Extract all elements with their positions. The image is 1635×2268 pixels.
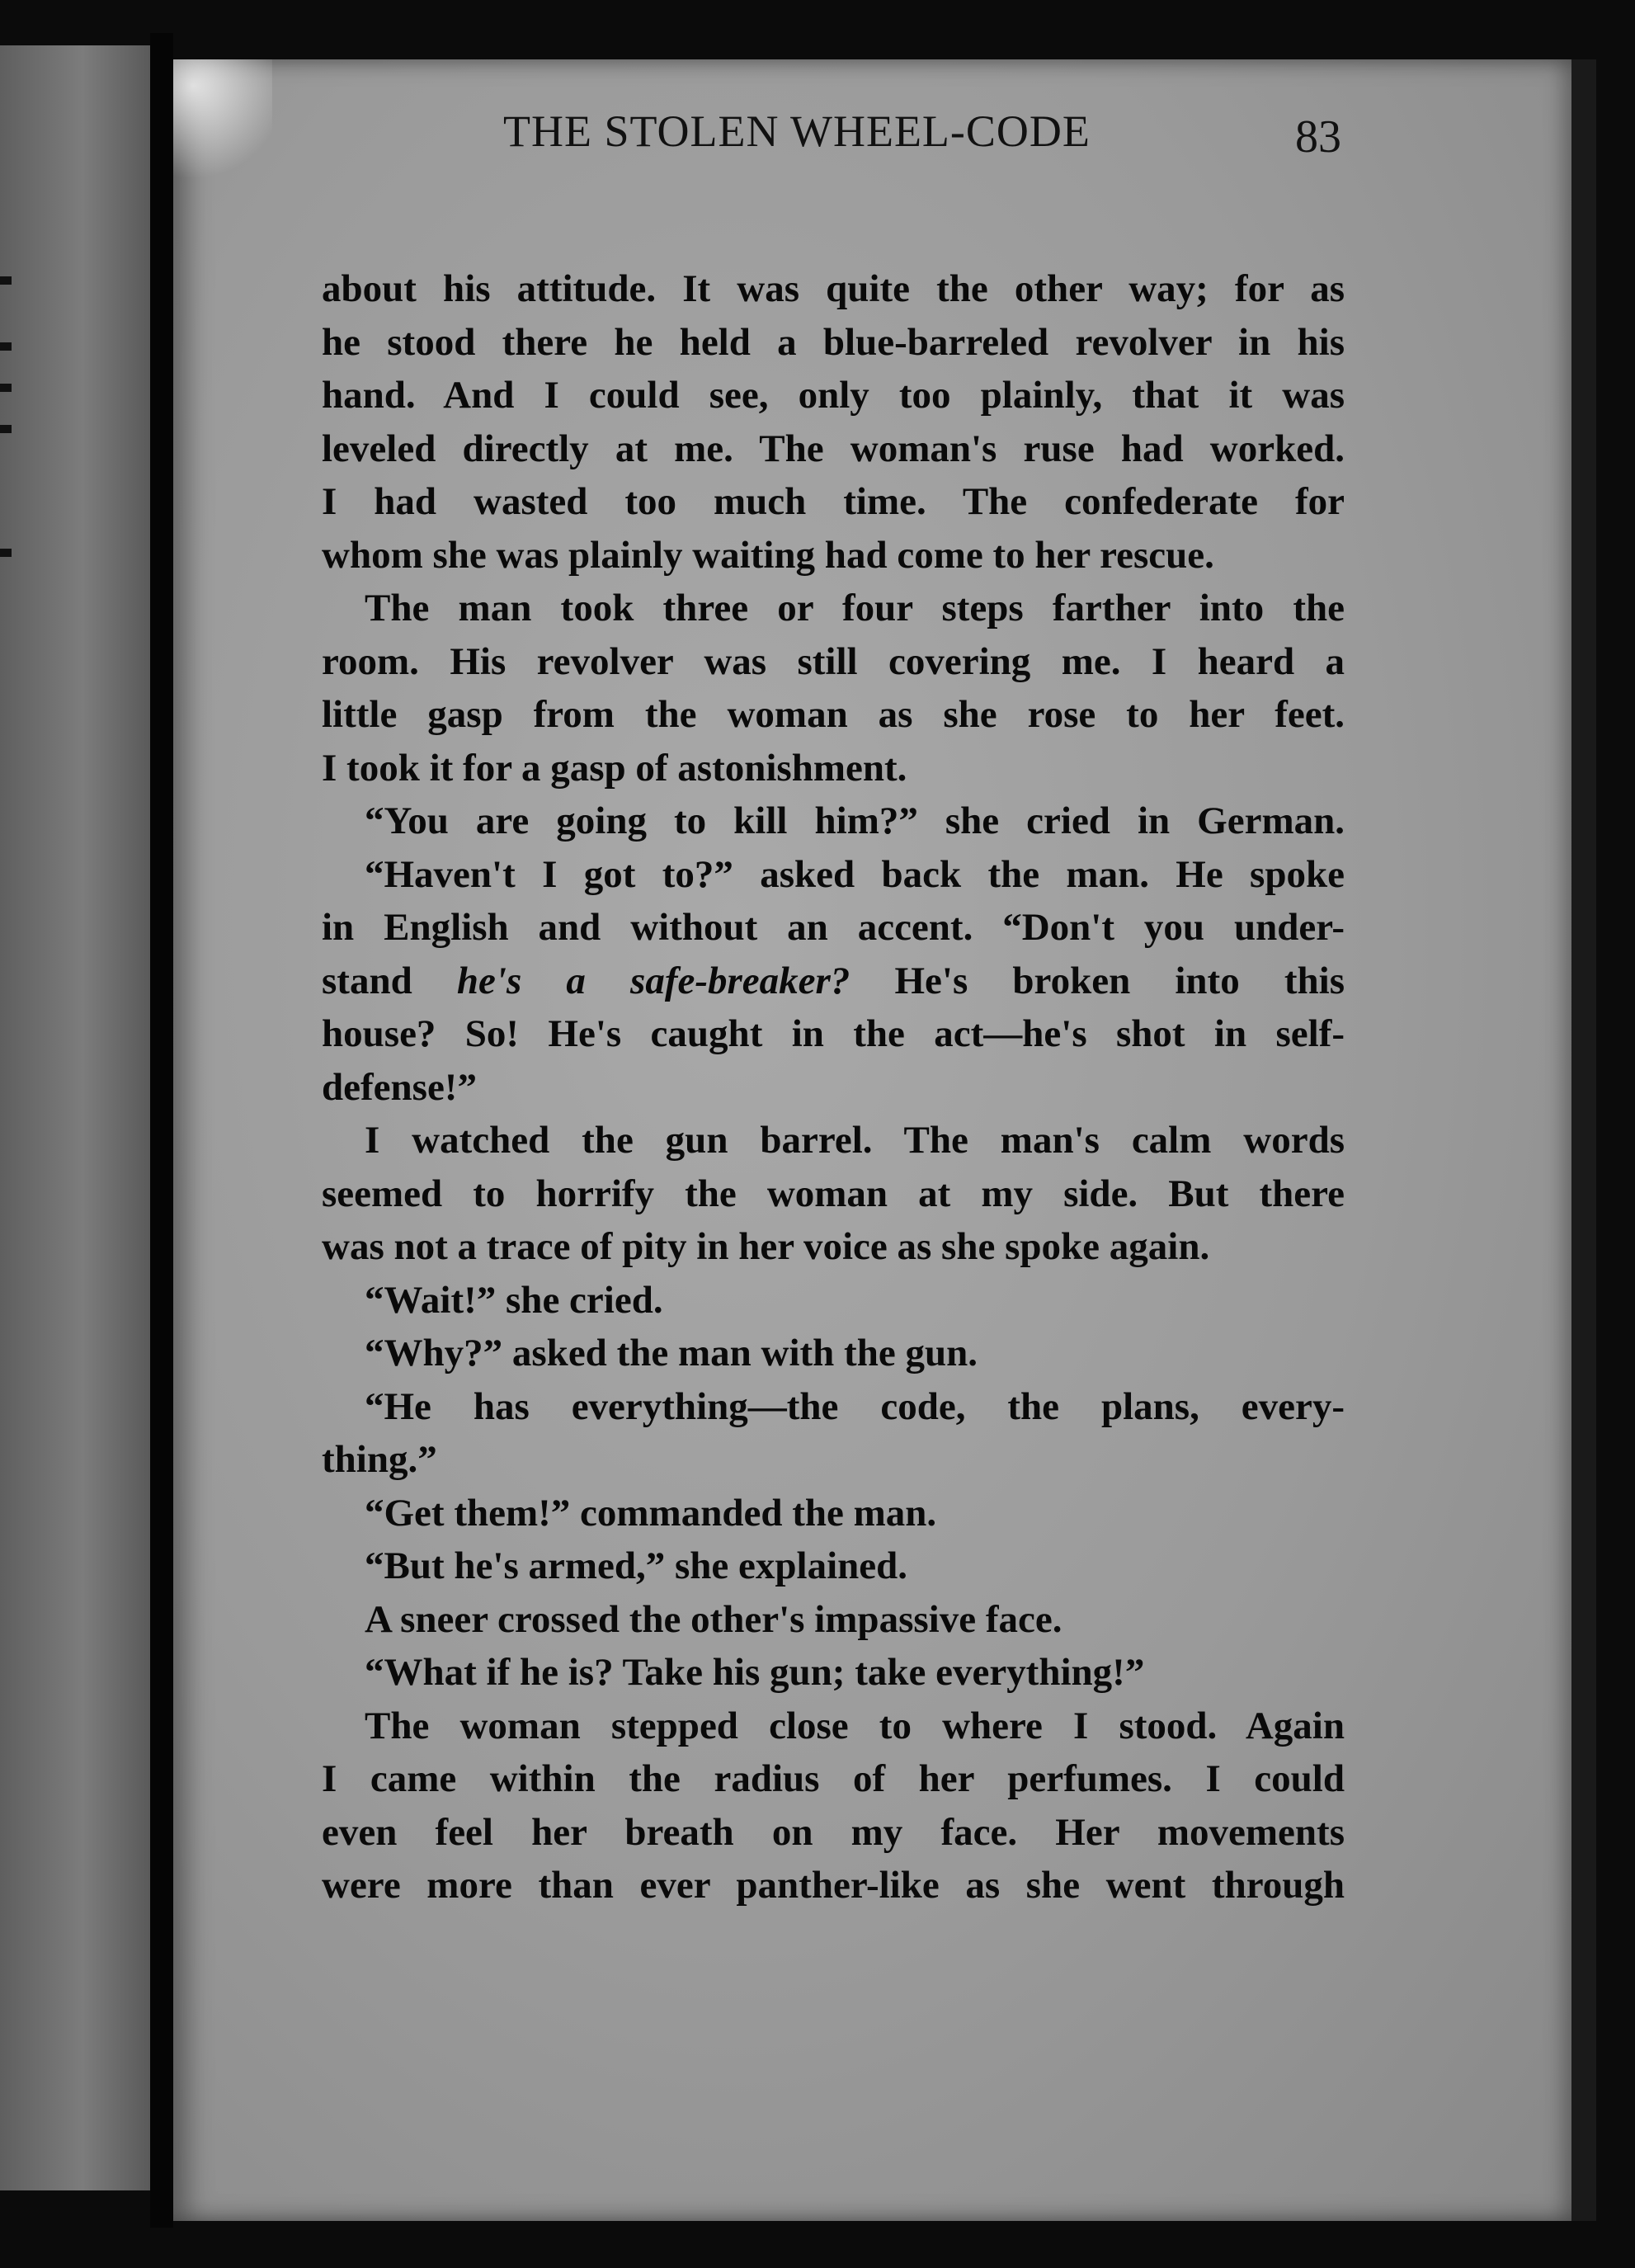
text-line: I came within the radius of her perfumes. I could bbox=[322, 1757, 1345, 1800]
text-line: room. His revolver was still covering me. I heard a bbox=[322, 639, 1345, 683]
running-head: THE STOLEN WHEEL-CODE bbox=[503, 106, 1091, 156]
edge-mark bbox=[0, 384, 12, 392]
text-line: The woman stepped close to where I stood. Again bbox=[365, 1704, 1345, 1747]
text-line: A sneer crossed the other's impassive face. bbox=[365, 1597, 1063, 1641]
text-line: The man took three or four steps farther into the bbox=[365, 587, 1345, 629]
text-line: “Get them!” commanded the man. bbox=[365, 1491, 937, 1535]
text-line: about his attitude. It was quite the other way; for as bbox=[322, 267, 1345, 310]
text-line-with-italic bbox=[322, 955, 1345, 1008]
page-number: 83 bbox=[1295, 111, 1341, 163]
light-glare bbox=[173, 59, 272, 191]
edge-mark bbox=[0, 425, 12, 433]
edge-mark bbox=[0, 549, 12, 557]
body-text bbox=[322, 262, 1345, 1912]
text-fragment: He's broken into this bbox=[850, 959, 1345, 1002]
text-line: “You are going to kill him?” she cried in German. bbox=[365, 799, 1345, 842]
text-line: even feel her breath on my face. Her movements bbox=[322, 1810, 1345, 1854]
text-line: leveled directly at me. The woman's ruse had worked. bbox=[322, 427, 1345, 470]
text-line: whom she was plainly waiting had come to her rescue. bbox=[322, 533, 1214, 577]
text-line: “What if he is? Take his gun; take everything!” bbox=[365, 1651, 1145, 1694]
text-line: “Wait!” she cried. bbox=[365, 1278, 663, 1322]
italic-phrase: he's a safe-breaker? bbox=[456, 959, 850, 1002]
page-right-edge bbox=[1571, 59, 1596, 2221]
text-line: he stood there he held a blue-barreled revolver in his bbox=[322, 320, 1345, 364]
text-line: “But he's armed,” she explained. bbox=[365, 1544, 908, 1587]
edge-mark bbox=[0, 276, 12, 285]
edge-mark bbox=[0, 342, 12, 351]
text-line: hand. And I could see, only too plainly, that it was bbox=[322, 374, 1345, 417]
text-fragment: stand bbox=[322, 959, 457, 1002]
text-line: “He has everything—the code, the plans, every- bbox=[365, 1384, 1345, 1428]
book-gutter bbox=[150, 33, 173, 2228]
facing-page-edge bbox=[0, 45, 150, 2190]
text-line: seemed to horrify the woman at my side. But there bbox=[322, 1172, 1345, 1215]
text-line: thing.” bbox=[322, 1438, 437, 1481]
text-line: in English and without an accent. “Don't you under- bbox=[322, 906, 1345, 949]
text-line: was not a trace of pity in her voice as she spoke again. bbox=[322, 1225, 1210, 1268]
text-line: house? So! He's caught in the act—he's shot in self- bbox=[322, 1012, 1345, 1055]
text-line: were more than ever panther-like as she went through bbox=[322, 1864, 1345, 1907]
text-line: “Why?” asked the man with the gun. bbox=[365, 1332, 978, 1374]
text-line: little gasp from the woman as she rose to her feet. bbox=[322, 693, 1345, 736]
text-line: “Haven't I got to?” asked back the man. He spoke bbox=[365, 852, 1345, 896]
text-line: I watched the gun barrel. The man's calm words bbox=[365, 1119, 1345, 1162]
text-line: I took it for a gasp of astonishment. bbox=[322, 746, 907, 790]
text-line: I had wasted too much time. The confederate for bbox=[322, 480, 1345, 523]
text-line: defense!” bbox=[322, 1065, 477, 1109]
